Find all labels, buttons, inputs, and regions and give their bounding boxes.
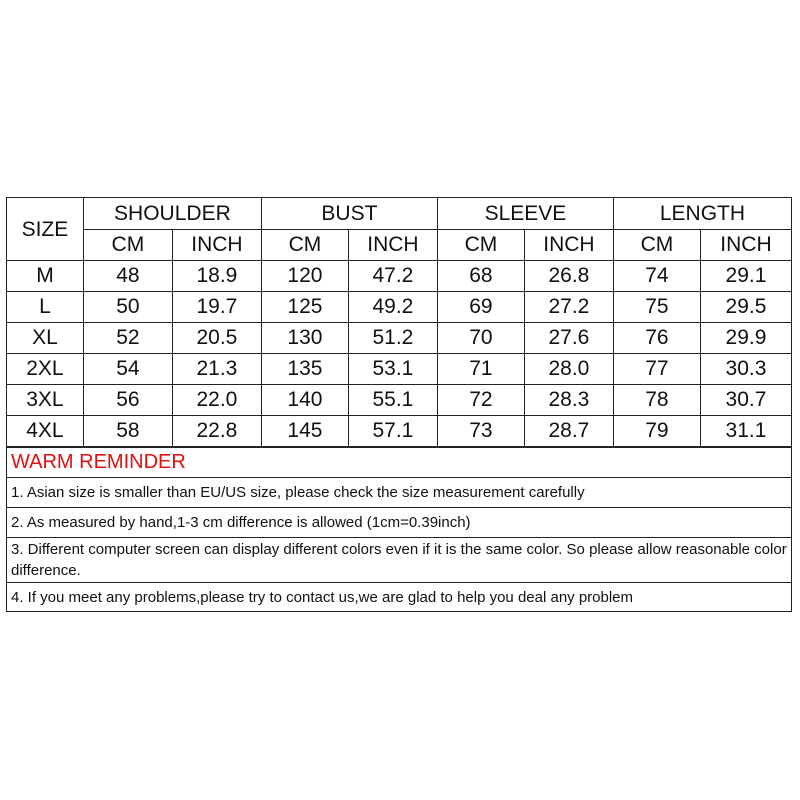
value-cell: 47.2 [348,261,437,292]
length-header: LENGTH [613,198,791,230]
value-cell: 49.2 [348,292,437,323]
unit-header: CM [261,230,348,261]
value-cell: 125 [261,292,348,323]
value-cell: 135 [261,354,348,385]
table-row [7,385,792,416]
unit-header: INCH [348,230,437,261]
value-cell: 30.3 [700,354,791,385]
reminder-note: 2. As measured by hand,1-3 cm difference is allowed (1cm=0.39inch) [7,508,792,538]
table-row [7,292,792,323]
bust-header: BUST [261,198,437,230]
reminder-note: 1. Asian size is smaller than EU/US size, please check the size measurement carefully [7,478,792,508]
value-cell: 75 [613,292,700,323]
value-cell: 79 [613,416,700,447]
value-cell: 70 [437,323,524,354]
reminder-table [6,447,792,612]
value-cell: 55.1 [348,385,437,416]
reminder-note: 3. Different computer screen can display different colors even if it is the same color. So please allow reasonable color difference. [7,538,792,583]
value-cell: 18.9 [172,261,261,292]
value-cell: 130 [261,323,348,354]
value-cell: 74 [613,261,700,292]
size-cell: XL [7,323,84,354]
value-cell: 29.1 [700,261,791,292]
value-cell: 145 [261,416,348,447]
value-cell: 26.8 [524,261,613,292]
value-cell: 58 [83,416,172,447]
value-cell: 50 [83,292,172,323]
value-cell: 57.1 [348,416,437,447]
reminder-title: WARM REMINDER [7,448,792,478]
unit-header: CM [613,230,700,261]
shoulder-header: SHOULDER [83,198,261,230]
size-cell: L [7,292,84,323]
value-cell: 73 [437,416,524,447]
value-cell: 27.6 [524,323,613,354]
size-cell: 3XL [7,385,84,416]
value-cell: 22.8 [172,416,261,447]
value-cell: 53.1 [348,354,437,385]
size-cell: 4XL [7,416,84,447]
value-cell: 51.2 [348,323,437,354]
value-cell: 31.1 [700,416,791,447]
table-row [7,261,792,292]
value-cell: 21.3 [172,354,261,385]
table-row [7,416,792,447]
value-cell: 22.0 [172,385,261,416]
reminder-note: 4. If you meet any problems,please try to contact us,we are glad to help you deal any problem [7,583,792,612]
unit-header: INCH [524,230,613,261]
value-cell: 69 [437,292,524,323]
value-cell: 20.5 [172,323,261,354]
unit-header: CM [437,230,524,261]
value-cell: 28.3 [524,385,613,416]
table-row [7,354,792,385]
value-cell: 52 [83,323,172,354]
unit-header: INCH [700,230,791,261]
value-cell: 54 [83,354,172,385]
value-cell: 48 [83,261,172,292]
value-cell: 76 [613,323,700,354]
size-cell: 2XL [7,354,84,385]
value-cell: 77 [613,354,700,385]
size-chart [6,197,792,612]
value-cell: 27.2 [524,292,613,323]
value-cell: 29.5 [700,292,791,323]
table-header-row [7,198,792,230]
value-cell: 19.7 [172,292,261,323]
size-table [6,197,792,447]
value-cell: 56 [83,385,172,416]
value-cell: 29.9 [700,323,791,354]
unit-header: INCH [172,230,261,261]
sleeve-header: SLEEVE [437,198,613,230]
value-cell: 28.0 [524,354,613,385]
value-cell: 71 [437,354,524,385]
unit-header: CM [83,230,172,261]
value-cell: 120 [261,261,348,292]
value-cell: 28.7 [524,416,613,447]
value-cell: 72 [437,385,524,416]
size-header: SIZE [7,198,84,261]
value-cell: 140 [261,385,348,416]
value-cell: 78 [613,385,700,416]
value-cell: 30.7 [700,385,791,416]
value-cell: 68 [437,261,524,292]
unit-header-row [7,230,792,261]
size-cell: M [7,261,84,292]
table-row [7,323,792,354]
